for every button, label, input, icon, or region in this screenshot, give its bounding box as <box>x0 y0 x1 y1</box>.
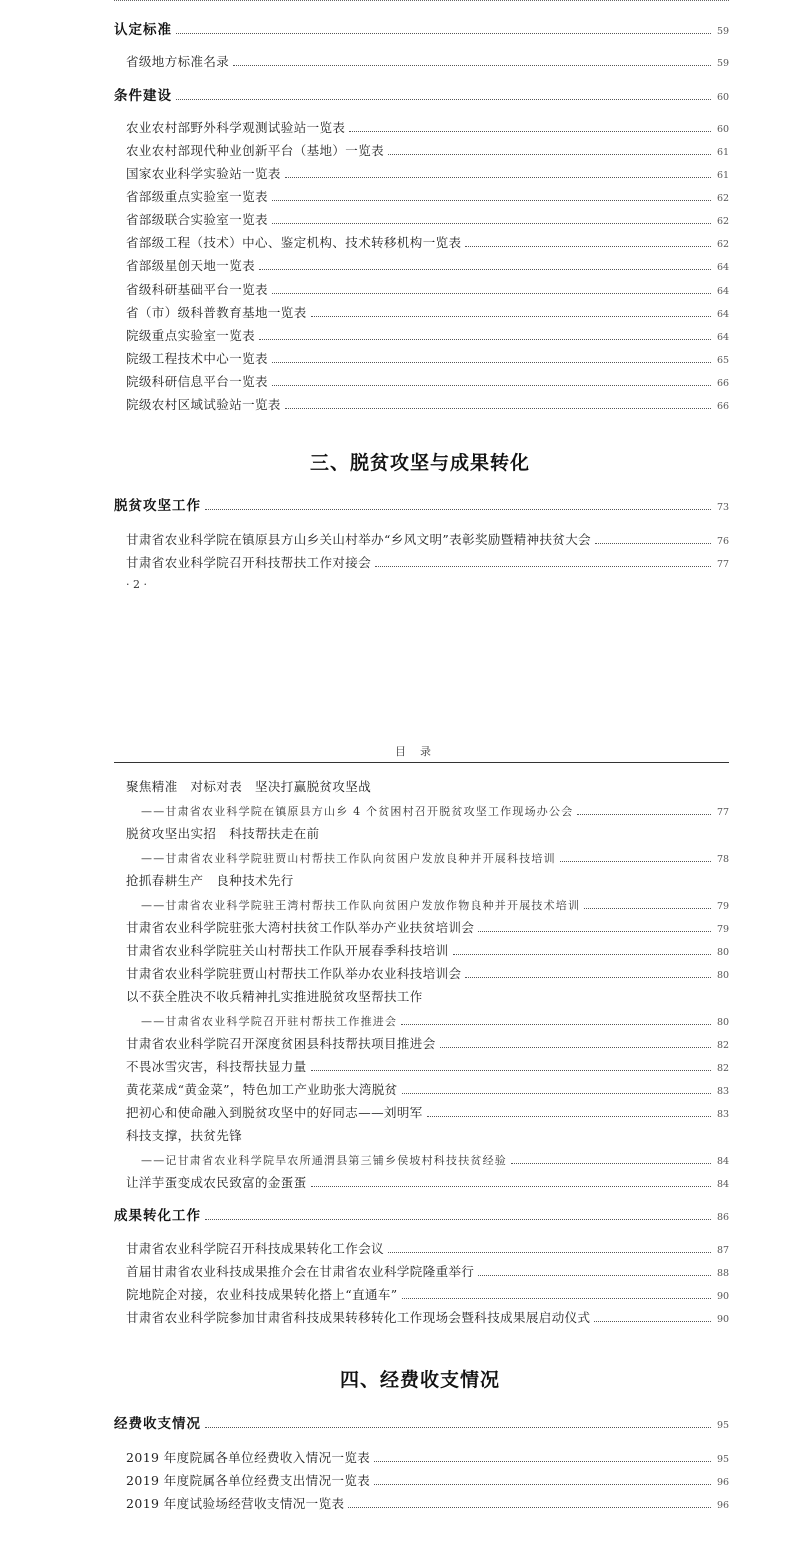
page-number: 96 <box>717 1500 730 1511</box>
dot-leader <box>205 1427 711 1428</box>
header-rule <box>114 762 729 763</box>
toc-entry[interactable] <box>126 116 729 136</box>
toc-entry[interactable] <box>126 1101 729 1121</box>
dot-leader <box>594 1321 711 1322</box>
entry-title: 院级工程技术中心一览表 <box>126 351 268 366</box>
entry-title: 省（市）级科普教育基地一览表 <box>126 305 307 320</box>
entry-title: 甘肃省农业科学院召开科技成果转化工作会议 <box>126 1241 385 1256</box>
toc-section-row[interactable] <box>114 18 729 38</box>
page-number: 62 <box>717 239 730 250</box>
toc-entry-heading[interactable] <box>126 985 729 1005</box>
dot-leader <box>465 977 711 978</box>
page-number: 84 <box>717 1156 730 1167</box>
dot-leader <box>388 1252 711 1253</box>
entry-title: 院级农村区域试验站一览表 <box>126 397 281 412</box>
toc-entry[interactable] <box>126 50 729 70</box>
dot-leader <box>465 246 711 247</box>
dot-leader <box>285 177 711 178</box>
dot-leader <box>285 408 711 409</box>
toc-entry-heading[interactable] <box>126 822 729 842</box>
toc-entry[interactable] <box>126 1492 729 1512</box>
dot-leader <box>205 1219 711 1220</box>
dot-leader <box>427 1116 711 1117</box>
dot-leader <box>388 154 711 155</box>
dot-leader <box>205 509 711 510</box>
toc-entry-heading[interactable] <box>126 1124 729 1144</box>
page-number: 87 <box>717 1245 730 1256</box>
page-number: 82 <box>717 1040 730 1051</box>
entry-title: 甘肃省农业科学院参加甘肃省科技成果转移转化工作现场会暨科技成果展启动仪式 <box>126 1310 591 1325</box>
dot-leader <box>511 1163 711 1164</box>
page-number: 78 <box>717 854 730 865</box>
toc-entry[interactable] <box>126 1237 729 1257</box>
page-number: 64 <box>717 309 730 320</box>
toc-section-row[interactable] <box>114 84 729 104</box>
page-number: 65 <box>717 355 730 366</box>
dot-leader <box>478 931 711 932</box>
page-number: 62 <box>717 216 730 227</box>
entry-title: 国家农业科学实验站一览表 <box>126 166 281 181</box>
entry-title: 甘肃省农业科学院召开科技帮扶工作对接会 <box>126 555 372 570</box>
toc-entry-subtitle[interactable] <box>141 846 729 866</box>
page-number: 84 <box>717 1179 730 1190</box>
entry-subtitle: ——记甘肃省农业科学院旱农所通渭县第三铺乡侯坡村科技扶贫经验 <box>141 1154 507 1167</box>
toc-entry[interactable] <box>126 208 729 228</box>
entry-title: 以不获全胜决不收兵精神扎实推进脱贫攻坚帮扶工作 <box>126 989 423 1004</box>
entry-title: 2019 年度试验场经营收支情况一览表 <box>126 1496 345 1511</box>
entry-title: 省级科研基础平台一览表 <box>126 282 268 297</box>
dot-leader <box>272 200 711 201</box>
entry-title: 甘肃省农业科学院在镇原县方山乡关山村举办“乡风文明”表彰奖励暨精神扶贫大会 <box>126 532 592 547</box>
dot-leader <box>176 33 711 34</box>
page-number: 61 <box>717 170 730 181</box>
entry-title: 省部级重点实验室一览表 <box>126 189 268 204</box>
dot-leader <box>440 1047 711 1048</box>
page-number: 82 <box>717 1063 730 1074</box>
toc-entry[interactable] <box>126 370 729 390</box>
chapter-heading: 四、经费收支情况 <box>339 1369 500 1391</box>
toc-entry[interactable] <box>126 1469 729 1489</box>
entry-title: 2019 年度院属各单位经费收入情况一览表 <box>126 1450 371 1465</box>
dot-leader <box>311 1186 711 1187</box>
dot-leader <box>259 269 711 270</box>
page-number: 73 <box>717 502 730 513</box>
page-number: 86 <box>717 1212 730 1223</box>
entry-title: 抢抓春耕生产 良种技术先行 <box>126 873 294 888</box>
toc-entry[interactable] <box>126 528 729 548</box>
toc-entry-heading[interactable] <box>126 869 729 889</box>
toc-entry-subtitle[interactable] <box>141 799 729 819</box>
entry-title: 农业农村部野外科学观测试验站一览表 <box>126 120 346 135</box>
dot-leader <box>272 223 711 224</box>
entry-subtitle: ——甘肃省农业科学院驻贾山村帮扶工作队向贫困户发放良种并开展科技培训 <box>141 852 556 865</box>
entry-title: 甘肃省农业科学院驻贾山村帮扶工作队举办农业科技培训会 <box>126 966 462 981</box>
dot-leader <box>401 1024 711 1025</box>
toc-entry-heading[interactable] <box>126 775 729 795</box>
entry-subtitle: ——甘肃省农业科学院驻王湾村帮扶工作队向贫困户发放作物良种并开展技术培训 <box>141 899 581 912</box>
toc-entry[interactable] <box>126 254 729 274</box>
page-number: 62 <box>717 193 730 204</box>
dot-leader <box>584 908 711 909</box>
page-number: 64 <box>717 332 730 343</box>
toc-entry[interactable] <box>126 962 729 982</box>
entry-title: 脱贫攻坚出实招 科技帮扶走在前 <box>126 826 320 841</box>
page-number: 60 <box>717 124 730 135</box>
chapter-heading: 三、脱贫攻坚与成果转化 <box>309 452 530 474</box>
page-number: 76 <box>717 536 730 547</box>
page-folio: · 2 · <box>126 578 147 591</box>
entry-title: 2019 年度院属各单位经费支出情况一览表 <box>126 1473 371 1488</box>
dot-leader <box>311 316 711 317</box>
page-number: 66 <box>717 401 730 412</box>
dot-leader <box>453 954 711 955</box>
entry-title: 院地院企对接，农业科技成果转化搭上“直通车” <box>126 1287 398 1302</box>
page-number: 95 <box>717 1420 730 1431</box>
entry-title: 首届甘肃省农业科技成果推介会在甘肃省农业科学院隆重举行 <box>126 1264 475 1279</box>
toc-entry-subtitle[interactable] <box>141 1009 729 1029</box>
dot-leader <box>374 1484 711 1485</box>
toc-entry[interactable] <box>126 939 729 959</box>
page-number: 80 <box>717 970 730 981</box>
section-title: 条件建设 <box>114 88 172 104</box>
entry-subtitle: ——甘肃省农业科学院召开驻村帮扶工作推进会 <box>141 1015 398 1028</box>
toc-entry[interactable] <box>126 1055 729 1075</box>
toc-page-lower <box>0 735 800 1546</box>
entry-title: 聚焦精准 对标对表 坚决打赢脱贫攻坚战 <box>126 779 372 794</box>
dot-leader <box>176 99 711 100</box>
cut-off-entry <box>114 0 729 1</box>
dot-leader <box>374 1461 711 1462</box>
page-number: 77 <box>717 559 730 570</box>
entry-subtitle: ——甘肃省农业科学院在镇原县方山乡 4 个贫困村召开脱贫攻坚工作现场办公会 <box>141 805 574 818</box>
page-number: 66 <box>717 378 730 389</box>
toc-section-row[interactable] <box>114 1412 729 1432</box>
toc-entry[interactable] <box>126 347 729 367</box>
dot-leader <box>349 131 711 132</box>
dot-leader <box>402 1093 711 1094</box>
toc-entry[interactable] <box>126 1260 729 1280</box>
toc-entry[interactable] <box>126 1032 729 1052</box>
dot-leader <box>311 1070 711 1071</box>
dot-leader <box>375 566 711 567</box>
toc-entry[interactable] <box>126 162 729 182</box>
toc-entry[interactable] <box>126 1171 729 1191</box>
page-number: 83 <box>717 1086 730 1097</box>
toc-entry[interactable] <box>126 551 729 571</box>
dot-leader <box>272 293 711 294</box>
entry-title: 甘肃省农业科学院驻张大湾村扶贫工作队举办产业扶贫培训会 <box>126 920 475 935</box>
toc-entry[interactable] <box>126 185 729 205</box>
entry-title: 黄花菜成“黄金菜”，特色加工产业助张大湾脱贫 <box>126 1082 398 1097</box>
page-number: 79 <box>717 901 730 912</box>
entry-title: 让洋芋蛋变成农民致富的金蛋蛋 <box>126 1175 307 1190</box>
toc-page-upper <box>0 0 800 600</box>
entry-title: 不畏冰雪灾害，科技帮扶显力量 <box>126 1059 307 1074</box>
dot-leader <box>233 65 711 66</box>
page-number: 80 <box>717 1017 730 1028</box>
entry-title: 院级重点实验室一览表 <box>126 328 256 343</box>
page-number: 96 <box>717 1477 730 1488</box>
toc-entry[interactable] <box>126 301 729 321</box>
entry-title: 省部级工程（技术）中心、鉴定机构、技术转移机构一览表 <box>126 235 462 250</box>
section-title: 认定标准 <box>114 22 172 38</box>
page-number: 64 <box>717 262 730 273</box>
toc-section-row[interactable] <box>114 1204 729 1224</box>
running-head: 目录 <box>395 745 445 758</box>
page-number: 59 <box>717 58 730 69</box>
dot-leader <box>348 1507 711 1508</box>
entry-title: 省部级联合实验室一览表 <box>126 212 268 227</box>
entry-title: 省部级星创天地一览表 <box>126 258 256 273</box>
page-number: 95 <box>717 1454 730 1465</box>
page-number: 60 <box>717 92 730 103</box>
toc-entry[interactable] <box>126 324 729 344</box>
dot-leader <box>595 543 711 544</box>
dot-leader <box>259 339 711 340</box>
entry-title: 甘肃省农业科学院召开深度贫困县科技帮扶项目推进会 <box>126 1036 436 1051</box>
page-number: 88 <box>717 1268 730 1279</box>
page-number: 59 <box>717 26 730 37</box>
toc-entry[interactable] <box>126 1306 729 1326</box>
page-number: 83 <box>717 1109 730 1120</box>
toc-entry-subtitle[interactable] <box>141 893 729 913</box>
section-title: 经费收支情况 <box>114 1416 201 1432</box>
toc-entry[interactable] <box>126 1446 729 1466</box>
section-title: 脱贫攻坚工作 <box>114 498 201 514</box>
toc-entry[interactable] <box>126 278 729 298</box>
page-number: 80 <box>717 947 730 958</box>
page-number: 90 <box>717 1314 730 1325</box>
toc-section-row[interactable] <box>114 494 729 514</box>
dot-leader <box>402 1298 711 1299</box>
page-number: 79 <box>717 924 730 935</box>
toc-entry[interactable] <box>126 139 729 159</box>
entry-title: 科技支撑，扶贫先锋 <box>126 1128 243 1143</box>
dot-leader <box>272 362 711 363</box>
entry-title: 把初心和使命融入到脱贫攻坚中的好同志——刘明军 <box>126 1105 423 1120</box>
entry-title: 农业农村部现代种业创新平台（基地）一览表 <box>126 143 385 158</box>
entry-title: 院级科研信息平台一览表 <box>126 374 268 389</box>
dot-leader <box>478 1275 711 1276</box>
page-number: 61 <box>717 147 730 158</box>
toc-entry[interactable] <box>126 231 729 251</box>
page-number: 77 <box>717 807 730 818</box>
entry-title: 省级地方标准名录 <box>126 54 230 69</box>
section-title: 成果转化工作 <box>114 1208 201 1224</box>
toc-entry[interactable] <box>126 1283 729 1303</box>
dot-leader <box>272 385 711 386</box>
toc-entry[interactable] <box>126 916 729 936</box>
toc-entry[interactable] <box>126 393 729 413</box>
page-number: 90 <box>717 1291 730 1302</box>
dot-leader <box>577 814 711 815</box>
toc-entry-subtitle[interactable] <box>141 1148 729 1168</box>
toc-entry[interactable] <box>126 1078 729 1098</box>
entry-title: 甘肃省农业科学院驻关山村帮扶工作队开展春季科技培训 <box>126 943 449 958</box>
dot-leader <box>560 861 711 862</box>
page-number: 64 <box>717 286 730 297</box>
